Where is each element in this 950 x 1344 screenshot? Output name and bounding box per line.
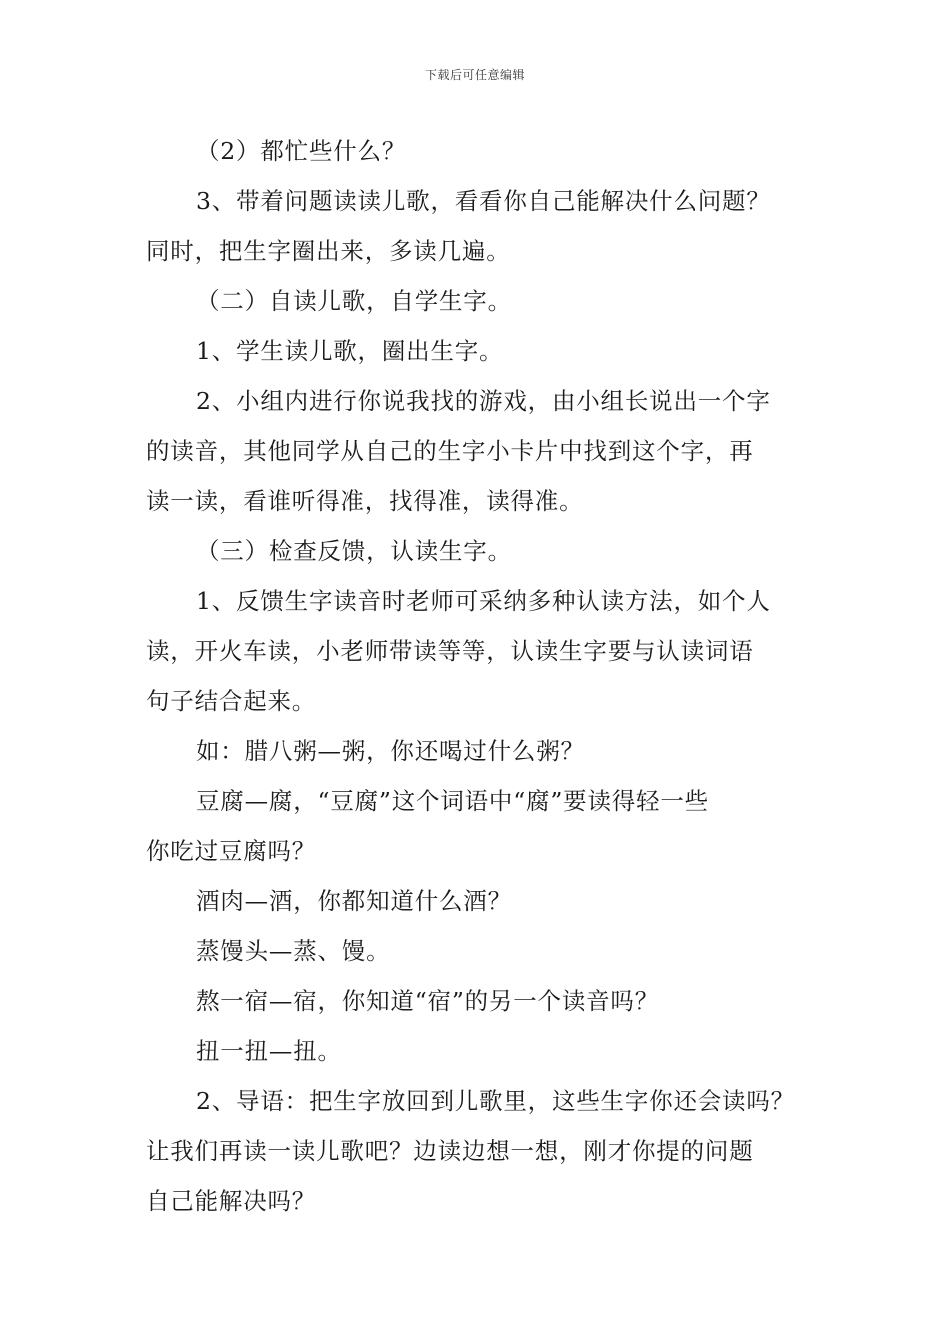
text-line: 自己能解决吗？ (146, 1187, 317, 1215)
text-line: 豆腐—腐，“豆腐”这个词语中“腐”要读得轻一些 (196, 787, 709, 815)
text-line: （三）检查反馈，认读生字。 (196, 537, 512, 565)
text-line: 2、小组内进行你说我找的游戏，由小组长说出一个字 (196, 387, 771, 415)
text-line: 1、反馈生字读音时老师可采纳多种认读方法，如个人 (196, 587, 771, 615)
document-body (146, 126, 816, 1226)
text-line: （二）自读儿歌，自学生字。 (196, 287, 512, 315)
text-line: 蒸馒头—蒸、馒。 (196, 937, 391, 965)
text-line: 扭一扭—扭。 (196, 1037, 342, 1065)
text-line: 你吃过豆腐吗？ (146, 837, 317, 865)
text-line: （2）都忙些什么？ (196, 137, 407, 165)
text-line: 读，开火车读，小老师带读等等，认读生字要与认读词语 (146, 637, 754, 665)
text-line: 句子结合起来。 (146, 687, 317, 715)
page-header: 下载后可任意编辑 (424, 68, 525, 82)
text-line: 同时，把生字圈出来，多读几遍。 (146, 237, 511, 265)
text-line: 的读音，其他同学从自己的生字小卡片中找到这个字，再 (146, 437, 754, 465)
text-line: 2、导语：把生字放回到儿歌里，这些生字你还会读吗？ (196, 1087, 795, 1115)
text-line: 3、带着问题读读儿歌，看看你自己能解决什么问题？ (196, 187, 771, 215)
text-line: 1、学生读儿歌，圈出生字。 (196, 337, 504, 365)
text-line: 读一读，看谁听得准，找得准，读得准。 (146, 487, 584, 515)
text-line: 让我们再读一读儿歌吧？边读边想一想，刚才你提的问题 (146, 1137, 754, 1165)
text-line: 熬一宿—宿，你知道“宿”的另一个读音吗？ (196, 987, 660, 1015)
text-line: 酒肉—酒，你都知道什么酒？ (196, 887, 512, 915)
text-line: 如：腊八粥—粥，你还喝过什么粥？ (196, 737, 585, 765)
